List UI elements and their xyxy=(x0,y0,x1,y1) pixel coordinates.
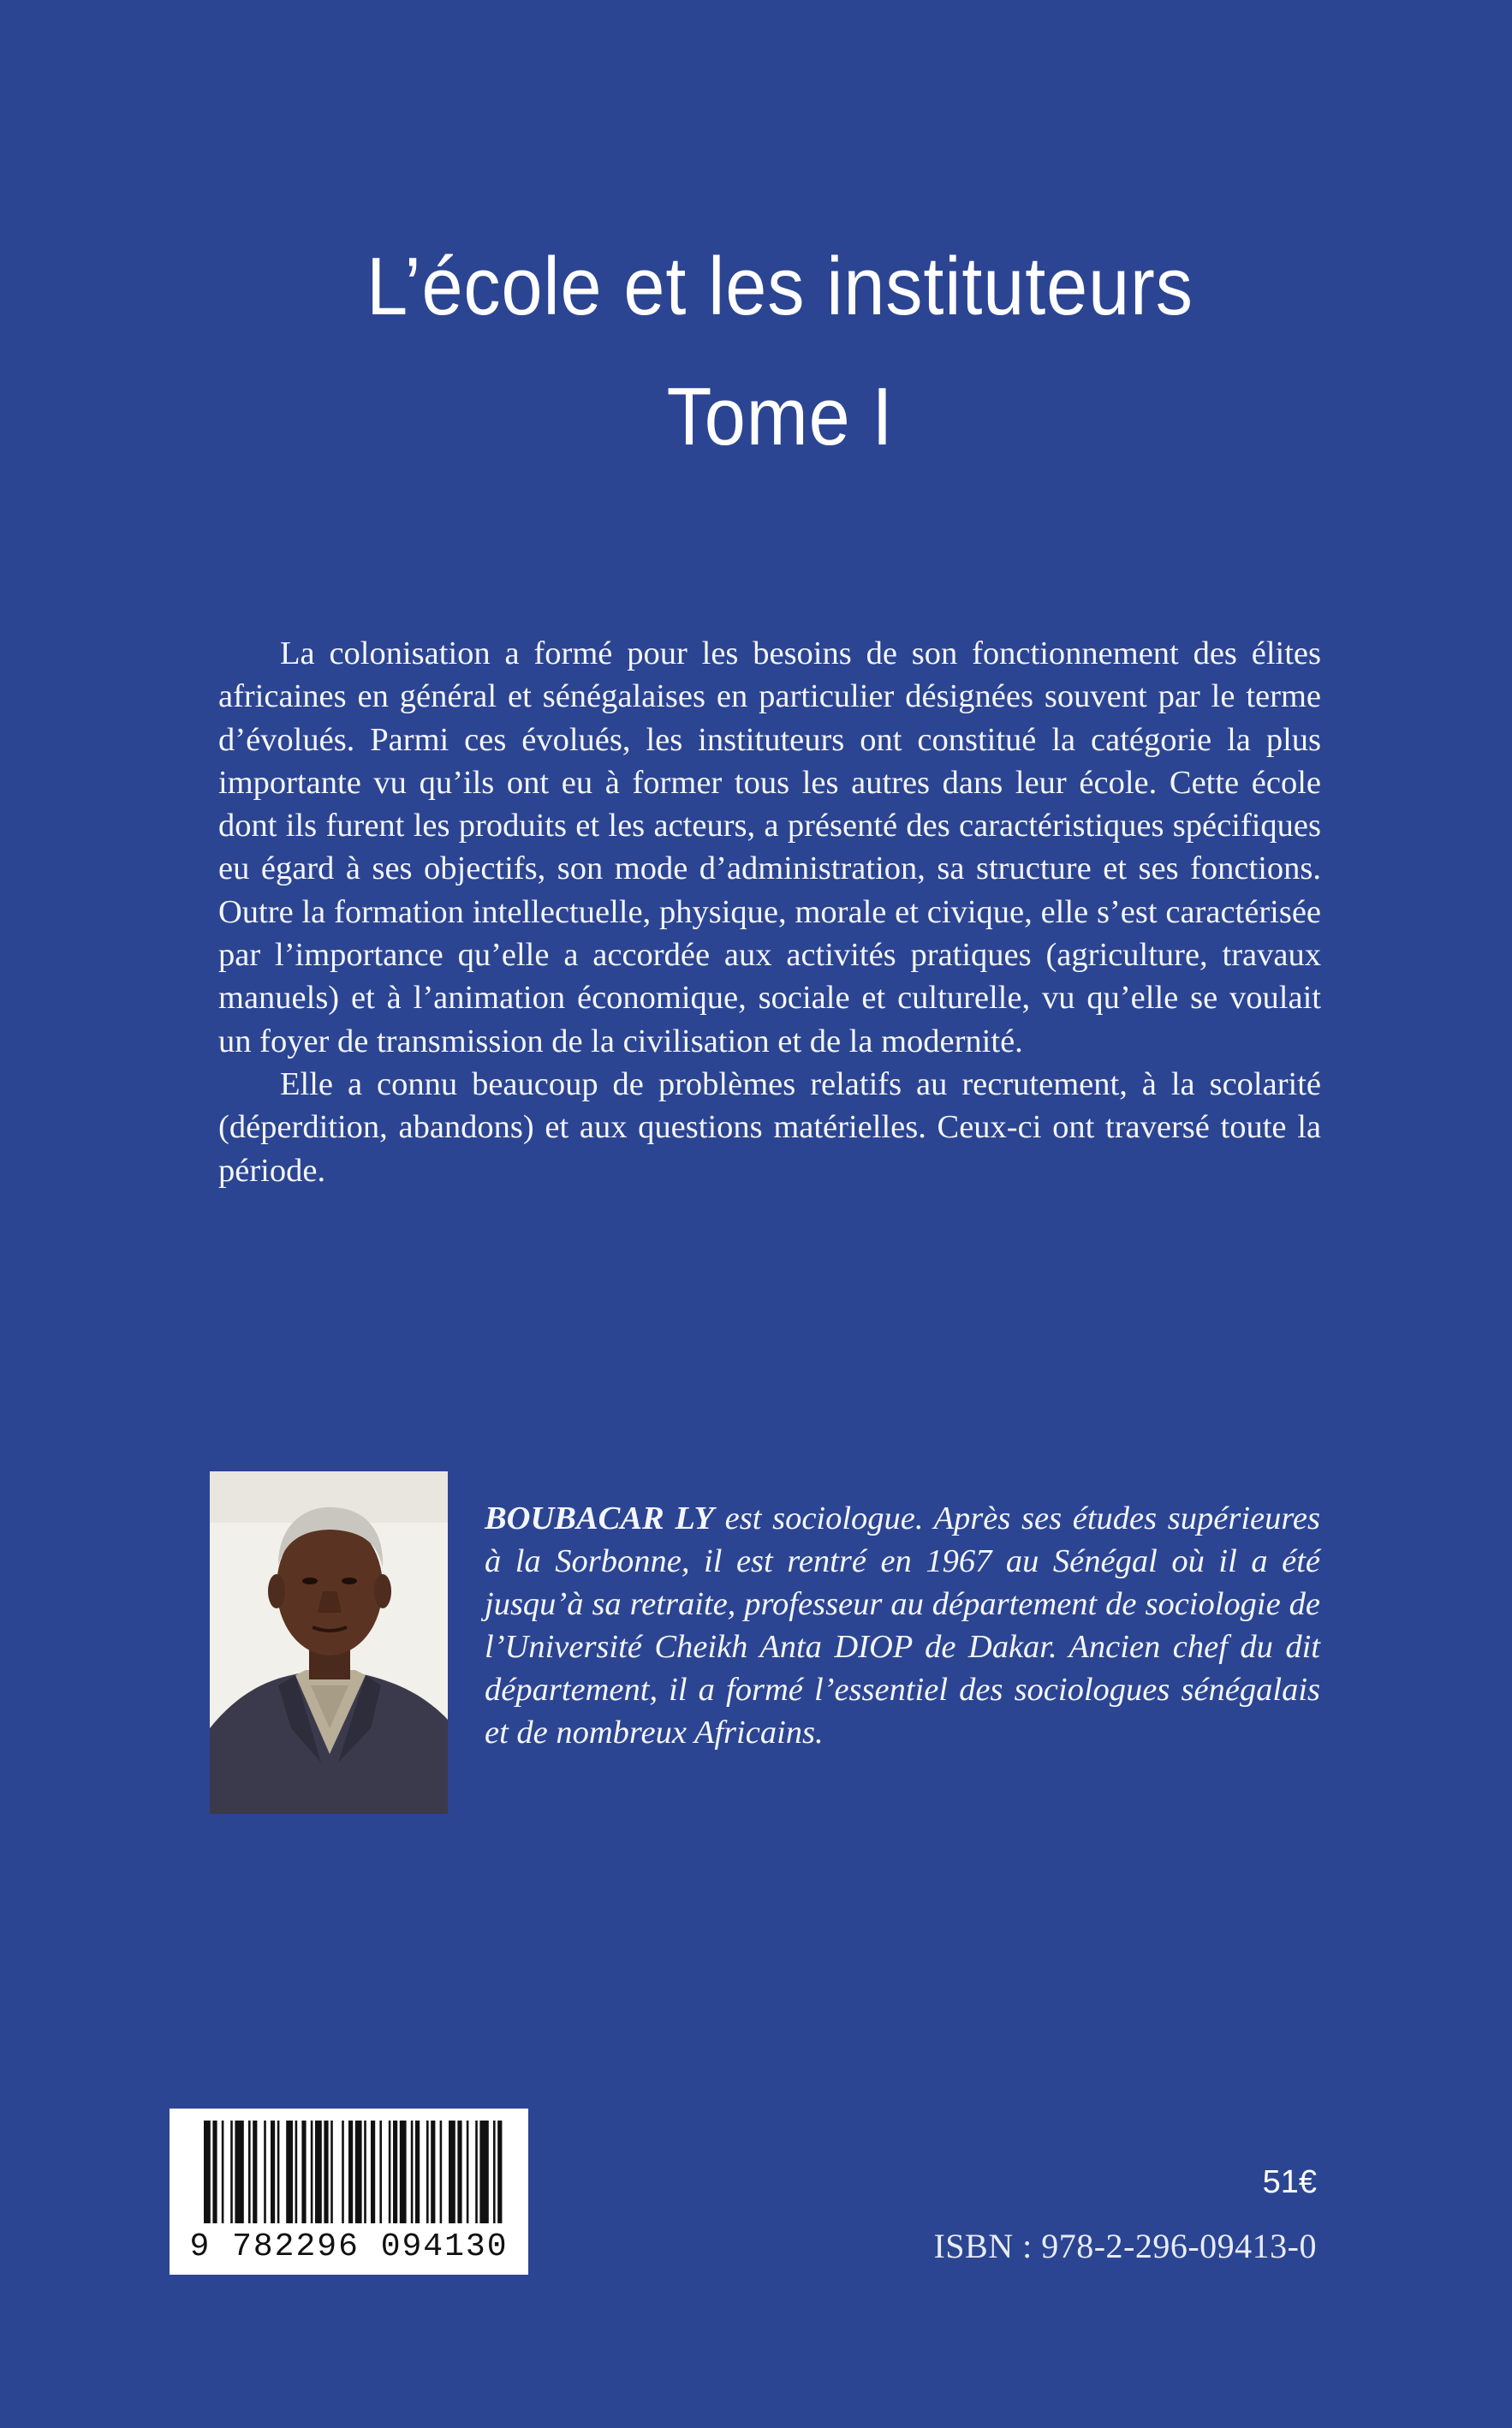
barcode-bar xyxy=(277,2121,280,2223)
barcode-bar xyxy=(222,2121,224,2223)
summary-paragraph-2: Elle a connu beaucoup de problèmes relatifs au recrutement, à la scolarité (déperdition, abandons) et aux questions matérielles. Ceux-ci ont traversé toute la période. xyxy=(218,1065,1321,1189)
barcode-bar xyxy=(431,2121,435,2223)
author-name: BOUBACAR LY xyxy=(485,1500,714,1536)
barcode-bar xyxy=(248,2121,251,2223)
barcode-bar xyxy=(230,2121,233,2223)
book-volume: Tome I xyxy=(666,371,894,462)
author-bio xyxy=(485,1497,1320,1754)
barcode-bar xyxy=(393,2121,397,2223)
barcode-bar xyxy=(235,2121,243,2223)
barcode-bar xyxy=(475,2121,478,2223)
barcode-bar xyxy=(389,2121,391,2223)
barcode-bar xyxy=(355,2121,362,2223)
price: 51€ xyxy=(1262,2164,1317,2200)
author-photo xyxy=(210,1471,448,1814)
barcode-bar xyxy=(497,2121,502,2223)
barcode-bar xyxy=(212,2121,217,2223)
barcode-bar xyxy=(364,2121,366,2223)
author-portrait-image xyxy=(210,1471,448,1814)
author-bio-text: est sociologue. Après ses études supérieures à la Sorbonne, il est rentré en 1967 au Sénégal où il a été jusqu’à sa retraite, professeur au département de sociologie de l’Université Cheikh Anta DIOP de Dakar. Ancien chef du dit département, il a formé l’essentiel des sociologues sénégalais et de nombreux Africains. xyxy=(485,1500,1320,1751)
book-title: L’école et les instituteurs xyxy=(366,241,1194,332)
barcode-digits: 9 782296 094130 xyxy=(189,2228,509,2265)
barcode-bar xyxy=(324,2121,328,2223)
barcode-bar xyxy=(295,2121,298,2223)
barcode-bar xyxy=(411,2121,414,2223)
barcode-bar xyxy=(311,2121,313,2223)
barcode-bar xyxy=(479,2121,488,2223)
barcode-bar xyxy=(253,2121,257,2223)
barcode-bar xyxy=(493,2121,496,2223)
barcode-bar xyxy=(449,2121,455,2223)
isbn: ISBN : 978-2-296-09413-0 xyxy=(933,2227,1317,2265)
barcode-bar xyxy=(457,2121,461,2223)
barcode-bar xyxy=(271,2121,275,2223)
summary-paragraph-1: La colonisation a formé pour les besoins de son fonctionnement des élites africaines en général et sénégalaises en particulier désignées souvent par le terme d’évolués. Parmi ces évolués, les instituteurs ont constitué la catégorie la plus importante vu qu’ils ont eu à former tous les autres dans leur école. Cette école dont ils furent les produits et les acteurs, a présenté des caractéristiques spécifiques eu égard à ses objectifs, son mode d’administration, sa structure et ses fonctions. Outre la formation intellectuelle, physique, morale et civique, elle s’est caractérisée par l’importance qu’elle a accordée aux activités pratiques (agriculture, travaux manuels) et à l’animation économique, sociale et culturelle, vu qu’elle se voulait un foyer de transmission de la civilisation et de la modernité. xyxy=(218,635,1321,1059)
barcode-bar xyxy=(467,2121,469,2223)
barcode-bar xyxy=(348,2121,353,2223)
barcode-bar xyxy=(415,2121,420,2223)
barcode-bar xyxy=(204,2121,211,2223)
barcode-bar xyxy=(301,2121,306,2223)
barcode-bar xyxy=(400,2121,407,2223)
barcode xyxy=(170,2109,528,2275)
barcode-bar xyxy=(286,2121,293,2223)
barcode-bar xyxy=(342,2121,344,2223)
barcode-bar xyxy=(371,2121,375,2223)
barcode-bar xyxy=(330,2121,333,2223)
barcode-bar xyxy=(315,2121,322,2223)
barcode-bar xyxy=(440,2121,443,2223)
barcode-bar xyxy=(264,2121,266,2223)
book-summary xyxy=(218,632,1321,1192)
barcode-bar xyxy=(379,2121,382,2223)
barcode-bar xyxy=(426,2121,429,2223)
